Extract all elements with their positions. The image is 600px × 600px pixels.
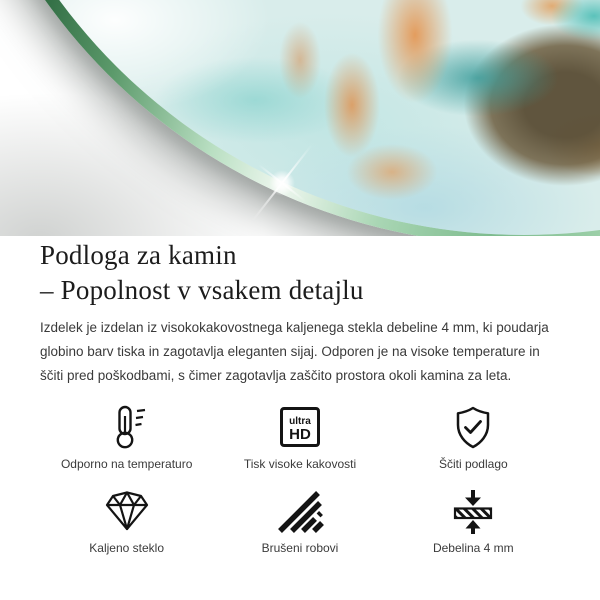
ultra-hd-icon-text-top: ultra bbox=[289, 416, 311, 427]
ultra-hd-icon-text-bottom: HD bbox=[289, 426, 311, 443]
diamond-icon bbox=[103, 486, 151, 536]
ultra-hd-icon bbox=[276, 402, 324, 452]
feature-thickness bbox=[387, 486, 560, 556]
shield-check-icon bbox=[449, 402, 497, 452]
content-section bbox=[0, 238, 600, 570]
feature-label: Odporno na temperaturo bbox=[60, 457, 193, 471]
feature-label: Tisk visoke kakovosti bbox=[243, 457, 357, 471]
page-title-line2: – Popolnost v vsakem detajlu bbox=[40, 275, 364, 305]
beveled-edges-icon bbox=[276, 486, 324, 536]
feature-tempered-glass bbox=[40, 486, 213, 556]
feature-label: Debelina 4 mm bbox=[432, 541, 514, 555]
product-image bbox=[0, 0, 600, 236]
product-description-text: Izdelek je izdelan iz visokokakovostnega kaljenega stekla debeline 4 mm, ki poudarja globino barv tiska in zagotavlja eleganten sijaj. Odporen je na visoke temperature in ščiti pred poškodbami, s čimer zagotavlja zaščito prostora okoli kamina za leta. bbox=[40, 320, 549, 383]
feature-print-quality bbox=[213, 402, 386, 472]
features-grid bbox=[40, 402, 560, 570]
feature-protects-base bbox=[387, 402, 560, 472]
page-title bbox=[40, 238, 560, 308]
feature-temperature-resistant bbox=[40, 402, 213, 472]
feature-label: Brušeni robovi bbox=[261, 541, 339, 555]
feature-label: Ščiti podlago bbox=[438, 457, 508, 471]
thermometer-icon bbox=[103, 402, 151, 452]
feature-label: Kaljeno steklo bbox=[89, 541, 165, 555]
page-title-line1: Podloga za kamin bbox=[40, 240, 237, 270]
feature-polished-edges bbox=[213, 486, 386, 556]
thickness-icon bbox=[449, 486, 497, 536]
